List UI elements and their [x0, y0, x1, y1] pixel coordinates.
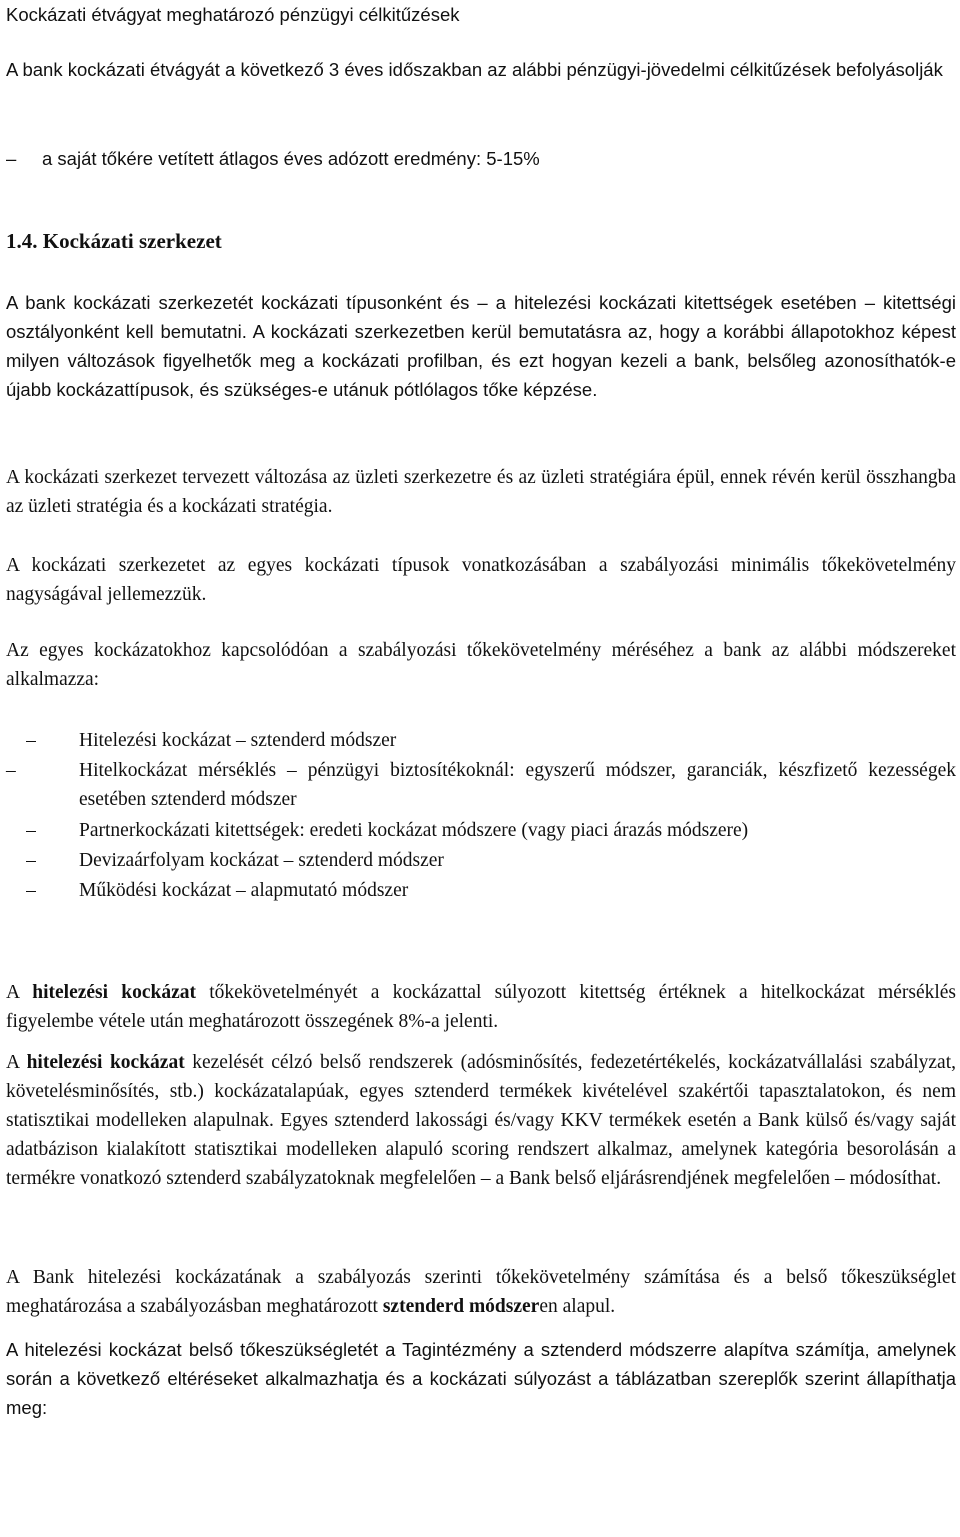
list-item-text: Hitelkockázat mérséklés – pénzügyi biztosítékoknál: egyszerű módszer, garanciák, készfizető kezességek esetében sztenderd módszer [79, 760, 956, 810]
risk-appetite-item [6, 144, 540, 173]
dash-bullet: – [26, 730, 36, 751]
bold-term: hitelezési kockázat [32, 982, 196, 1003]
list-item [6, 756, 956, 814]
list-item-text: Működési kockázat – alapmutató módszer [79, 880, 409, 901]
dash-bullet: – [26, 880, 36, 901]
list-item-text: Hitelezési kockázat – sztenderd módszer [79, 730, 397, 751]
paragraph-internal-capital: A hitelezési kockázat belső tőkeszükségletét a Tagintézmény a sztenderd módszerre alapítva számítja, amelynek során a következő eltéréseket alkalmazhatja és a kockázati súlyozást a táblázatban szereplők szerint állapíthatja meg: [6, 1339, 956, 1418]
paragraph-planned-change: A kockázati szerkezet tervezett változása az üzleti szerkezetre és az üzleti stratégiára épül, ennek révén kerül összhangba az üzleti stratégia és a kockázati stratégia. [6, 467, 956, 517]
bold-term: hitelezési kockázat [26, 1052, 185, 1073]
paragraph-risk-structure [6, 288, 956, 404]
risk-appetite-heading: Kockázati étvágyat meghatározó pénzügyi célkitűzések [6, 4, 460, 25]
paragraph-capital-characterization: A kockázati szerkezetet az egyes kockázati típusok vonatkozásában a szabályozási minimális tőkekövetelmény nagyságával jellemezzük. [6, 555, 956, 605]
list-item [6, 726, 956, 755]
risk-appetite-intro: A bank kockázati étvágyát a következő 3 éves időszakban az alábbi pénzügyi-jövedelmi célkitűzések befolyásolják [6, 59, 943, 80]
risk-appetite-item-text: a saját tőkére vetített átlagos éves adózott eredmény: 5-15% [42, 148, 540, 169]
dash-bullet: – [6, 148, 17, 169]
text-run: en alapul. [539, 1296, 616, 1317]
list-item [6, 816, 956, 845]
text-run: A [6, 982, 33, 1003]
bold-term: sztenderd módszer [382, 1296, 540, 1317]
dash-bullet: – [26, 850, 36, 871]
text-run: kezelését célzó belső rendszerek (adósminősítés, fedezetértékelés, kockázatvállalási szabályzat, követelésminősítés, stb.) kockázatalapúak, egyes sztenderd termékek kivételével szakértői tapasztalatokon, és nem statisztikai modelleken alapulnak. Egyes sztenderd lakossági és/vagy KKV termékek esetén a Bank külső és/vagy saját adatbázison kialakított statisztikai modelleken alapuló scoring rendszert alkalmaz, amelynek kategória besorolásán a termékre vonatkozó sztenderd szabályzatoknak megfelelően – a Bank belső eljárásrendjének megfelelően – módosíthat. [6, 1052, 956, 1189]
list-item-text: Devizaárfolyam kockázat – sztenderd módszer [79, 850, 444, 871]
text-run: A Bank hitelezési kockázatának a szabályozás szerinti tőkekövetelmény számítása és a belső tőkeszükséglet meghatározása a szabályozásban meghatározott [6, 1267, 956, 1317]
text-run: A [6, 1052, 27, 1073]
paragraph-credit-risk-management [6, 1048, 956, 1193]
paragraph-capital-calculation [6, 1263, 956, 1321]
list-item [6, 846, 956, 875]
paragraph-credit-risk-capital [6, 978, 956, 1036]
section-title: Kockázati szerkezet [42, 229, 222, 253]
paragraph-methods-intro: Az egyes kockázatokhoz kapcsolódóan a szabályozási tőkekövetelmény méréséhez a bank az alábbi módszereket alkalmazza: [6, 640, 956, 690]
dash-bullet: – [26, 820, 36, 841]
section-number: 1.4. [6, 229, 38, 253]
list-item [6, 876, 956, 905]
paragraph-risk-structure-a: A bank kockázati szerkezetét kockázati típusonként és – a hitelezési kockázati kitettségek esetében – kitettségi osztályonként kell bemutatni. [6, 292, 956, 342]
dash-bullet: – [6, 760, 16, 781]
section-heading [6, 227, 222, 256]
paragraph-risk-structure-b: A kockázati szerkezetben kerül bemutatásra az, hogy a korábbi állapotokhoz képest milyen változások figyelhetők meg a kockázati profilban, és ezt hogyan kezeli a bank, belsőleg azonosíthatók-e újabb kockázattípusok, és szükséges-e utánuk pótlólagos tőke képzése. [6, 321, 956, 400]
list-item-text: Partnerkockázati kitettségek: eredeti kockázat módszere (vagy piaci árazás módszere) [79, 820, 749, 841]
text-run: tőkekövetelményét a kockázattal súlyozott kitettség értéknek a hitelkockázat mérséklés figyelembe vétele után meghatározott összegének 8%-a jelenti. [6, 982, 957, 1032]
